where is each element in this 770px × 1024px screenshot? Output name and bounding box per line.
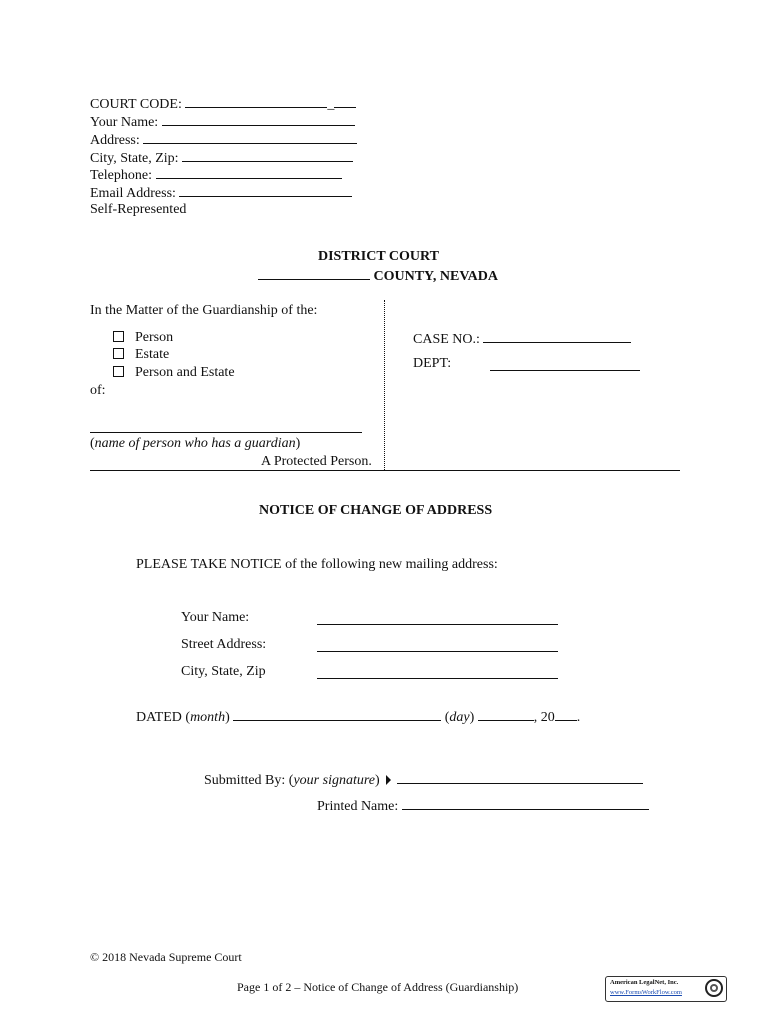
- dated-month-field[interactable]: [233, 708, 441, 721]
- case-no-row: [413, 330, 631, 348]
- option-person-and-estate-label: Person and Estate: [135, 365, 235, 380]
- logo-url[interactable]: www.FormsWorkFlow.com: [610, 989, 682, 996]
- county-label: COUNTY, NEVADA: [373, 269, 498, 284]
- your-name-field[interactable]: [162, 113, 355, 126]
- matter-label: In the Matter of the Guardianship of the:: [90, 303, 318, 318]
- court-code-field[interactable]: [185, 95, 327, 108]
- dated-year-suffix: .: [576, 710, 581, 725]
- new-name-field[interactable]: [317, 624, 558, 625]
- caption-divider: [384, 300, 385, 470]
- legalnet-logo: [605, 976, 727, 1002]
- address-field[interactable]: [143, 131, 357, 144]
- option-person-label: Person: [135, 330, 174, 345]
- protected-name-hint-text: name of person who has a guardian: [94, 436, 296, 451]
- dated-year-prefix: , 20: [533, 710, 555, 725]
- email-row: [90, 184, 352, 202]
- option-person-and-estate[interactable]: [113, 365, 235, 381]
- notice-intro: PLEASE TAKE NOTICE of the following new mailing address:: [136, 557, 498, 572]
- protected-name-field[interactable]: [90, 432, 362, 433]
- dated-row: DATED (month) (day) , 20 .: [136, 710, 581, 725]
- telephone-label: Telephone:: [90, 168, 152, 183]
- signature-row: Submitted By: (your signature): [204, 771, 643, 789]
- court-title: DISTRICT COURT: [318, 249, 440, 264]
- address-label: Address:: [90, 133, 140, 148]
- protected-name-hint: (name of person who has a guardian): [90, 436, 301, 451]
- option-estate[interactable]: [113, 347, 169, 363]
- caption-bottom-rule: [90, 470, 680, 471]
- your-name-row: [90, 113, 355, 131]
- city-label: City, State, Zip:: [90, 151, 179, 166]
- new-street-field[interactable]: [317, 651, 558, 652]
- dated-day-field[interactable]: [478, 708, 534, 721]
- protected-person-label: A Protected Person.: [261, 454, 372, 469]
- city-row: [90, 149, 353, 167]
- case-no-label: CASE NO.:: [413, 332, 480, 347]
- checkbox-person-and-estate[interactable]: [113, 366, 124, 377]
- court-code-suffix: _: [327, 97, 335, 112]
- signature-field[interactable]: [397, 771, 643, 784]
- arrow-right-icon: [386, 775, 391, 785]
- dated-month-label: month: [190, 710, 226, 725]
- email-field[interactable]: [179, 184, 352, 197]
- dept-field[interactable]: [490, 370, 640, 371]
- new-city-field[interactable]: [317, 678, 558, 679]
- telephone-row: [90, 166, 342, 184]
- page-footer: Page 1 of 2 – Notice of Change of Address (Guardianship): [237, 980, 519, 994]
- new-street-label: Street Address:: [181, 637, 267, 652]
- logo-name: American LegalNet, Inc.: [610, 979, 679, 986]
- option-person[interactable]: [113, 330, 173, 346]
- county-field[interactable]: [258, 267, 370, 280]
- option-estate-label: Estate: [135, 347, 170, 362]
- printed-name-field[interactable]: [402, 797, 649, 810]
- court-code-field-2[interactable]: [334, 95, 356, 108]
- your-signature-label: your signature: [293, 773, 376, 788]
- case-no-field[interactable]: [483, 330, 631, 343]
- your-name-label: Your Name:: [90, 115, 159, 130]
- of-label: of:: [90, 383, 106, 398]
- printed-name-row: [317, 797, 649, 815]
- court-code-label: COURT CODE:: [90, 97, 182, 112]
- dated-year-field[interactable]: [555, 708, 577, 721]
- address-row: [90, 131, 357, 149]
- dated-day-label: day: [449, 710, 470, 725]
- seal-icon: [705, 979, 723, 997]
- city-field[interactable]: [182, 149, 353, 162]
- printed-name-label: Printed Name:: [317, 799, 399, 814]
- copyright: © 2018 Nevada Supreme Court: [90, 950, 242, 964]
- email-label: Email Address:: [90, 186, 176, 201]
- self-represented: Self-Represented: [90, 202, 187, 217]
- telephone-field[interactable]: [156, 166, 342, 179]
- new-city-label: City, State, Zip: [181, 664, 266, 679]
- new-name-label: Your Name:: [181, 610, 250, 625]
- county-row: [258, 267, 498, 285]
- dated-label: DATED: [136, 710, 182, 725]
- dept-label: DEPT:: [413, 356, 452, 371]
- checkbox-estate[interactable]: [113, 348, 124, 359]
- checkbox-person[interactable]: [113, 331, 124, 342]
- notice-title: NOTICE OF CHANGE OF ADDRESS: [259, 503, 493, 518]
- court-code-row: [90, 95, 356, 113]
- submitted-by-label: Submitted By:: [204, 773, 286, 788]
